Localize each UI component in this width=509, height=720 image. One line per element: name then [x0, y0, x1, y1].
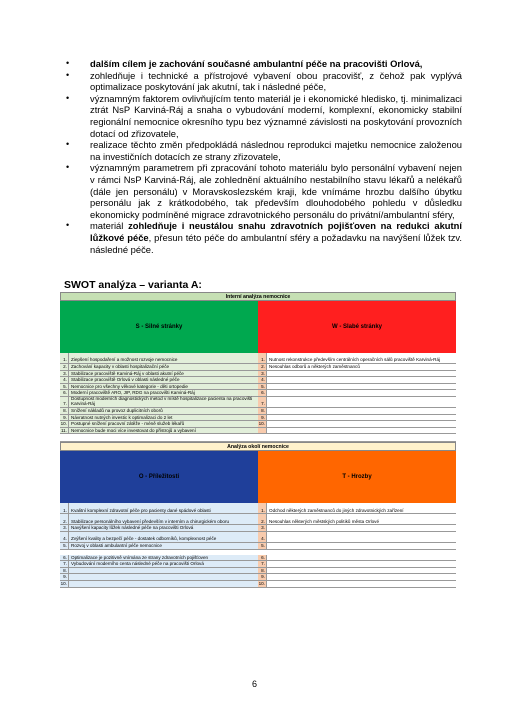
table-row — [60, 364, 456, 371]
table-cell — [258, 543, 456, 550]
row-number: 4. — [60, 377, 68, 383]
row-text: Odchod některých zaměstnanců do jiných zdravotnických zařízení — [266, 503, 456, 513]
row-text: Dostupnost moderních diagnostických metod v místě hospitalizace pacienta na pracovišti Karviná-Ráj — [68, 397, 258, 407]
table-cell — [258, 384, 456, 391]
internal-rows — [60, 353, 456, 434]
row-text — [266, 421, 456, 427]
table-cell — [258, 503, 456, 514]
page-number: 6 — [251, 679, 257, 689]
row-text: Rozvoj v oblasti ambulantní péče nemocnice — [68, 543, 258, 549]
table-cell — [60, 514, 258, 525]
row-number: 5. — [258, 543, 266, 549]
table-cell — [60, 384, 258, 391]
row-number: 1. — [60, 353, 68, 363]
row-text — [266, 568, 456, 574]
table-cell — [258, 353, 456, 364]
row-number: 2. — [60, 364, 68, 370]
row-number: 5. — [60, 543, 68, 549]
table-row — [60, 371, 456, 378]
bullet-text: významným parametrem při zpracování tohoto materiálu bylo personální vybavení nejen v rámci NsP Karviná-Ráj, ale zohlednění aktuálního nestabilního stavu lékařů a nelékařů (dále jen personálu) v Moravskoslezském kraji, kde vnímáme hrozbu dalšího úbytku personálu jak z krátkodobého, tak především dlouhodobého pohledu v důsledku ekonomicky podmíněné migrace zdravotnického personálu do privátní/ambulantní sféry, — [90, 162, 462, 220]
table-cell — [60, 581, 258, 588]
internal-analysis-header: Interní analýza nemocnice — [60, 292, 456, 301]
table-cell — [258, 397, 456, 408]
table-cell — [60, 397, 258, 408]
row-number: 5. — [60, 384, 68, 390]
table-row — [60, 555, 456, 562]
row-text — [266, 415, 456, 421]
row-number: 7. — [258, 561, 266, 567]
table-cell — [258, 568, 456, 575]
bullet-item — [66, 93, 462, 139]
external-header-row — [60, 451, 456, 503]
bullet-dot-icon: • — [66, 162, 70, 173]
row-text — [266, 428, 456, 434]
bullet-text: zohledňuje i technické a přístrojové vybavení obou pracovišť, z čehož pak vyplývá optimalizace poskytování jak akutní, tak i následné péče, — [90, 69, 462, 93]
row-text: Stabilizace pracoviště Karviná-Ráj v oblasti akutní péče — [68, 371, 258, 377]
strengths-header: S - Silné stránky — [60, 301, 258, 353]
bullet-list — [66, 58, 462, 255]
table-cell — [258, 561, 456, 568]
row-number: 10. — [60, 421, 67, 427]
row-number: 7. — [258, 397, 266, 407]
bullet-text: materiál — [90, 220, 129, 232]
table-cell — [258, 415, 456, 422]
table-cell — [60, 543, 258, 550]
table-cell — [60, 408, 258, 415]
table-row — [60, 532, 456, 543]
row-text: Stabilizace personálního vybavení především v interním a chirurgickém oboru — [68, 514, 258, 524]
row-number: 7. — [60, 561, 68, 567]
table-cell — [258, 390, 456, 397]
table-cell — [258, 581, 456, 588]
row-text — [68, 568, 258, 574]
row-text — [266, 543, 456, 549]
row-number: 10. — [60, 580, 67, 586]
row-text: Vybudování moderního centa následné péče na pracovišti Orlová — [68, 561, 258, 567]
table-cell — [60, 574, 258, 581]
table-row — [60, 568, 456, 575]
table-row — [60, 503, 456, 514]
row-text: Zachování kapacity v oblasti hospitalizační péče — [68, 364, 258, 370]
table-row — [60, 384, 456, 391]
table-cell — [258, 364, 456, 371]
bullet-dot-icon: • — [66, 139, 70, 150]
bullet-item — [66, 220, 462, 255]
table-cell — [60, 555, 258, 562]
row-number: 9. — [60, 574, 68, 580]
bullet-text: významným faktorem ovlivňujícím tento materiál je i ekonomické hledisko, tj. minimalizaci ztrát NsP Karviná-Ráj a snaha o vybudování moderní, komplexní, ekonomicky stabilní regionální nemocnice okresního typu bez významné závislosti na poskytování provozních dotací od zřizovatele, — [90, 92, 462, 139]
row-number: 8. — [60, 408, 68, 414]
row-number: 1. — [258, 503, 266, 513]
row-text — [266, 390, 456, 396]
row-number: 8. — [60, 568, 68, 574]
row-number: 1. — [258, 353, 266, 363]
table-cell — [258, 408, 456, 415]
table-row — [60, 581, 456, 588]
table-row — [60, 543, 456, 550]
bullet-text: zohledňuje i neustálou snahu zdravotních pojišťoven na redukci akutní lůžkové péče — [90, 220, 462, 243]
bullet-item — [66, 139, 462, 162]
row-text: Moderní pracoviště ARO, JIP, RDG na pracovišti Karviná-Ráj — [68, 390, 258, 396]
table-row — [60, 421, 456, 428]
row-text: Stabilizace pracoviště Orlová v oblasti následné péče — [68, 377, 258, 383]
row-number: 8. — [258, 408, 266, 414]
bullet-text: dalším cílem je zachování současné ambulantní péče na pracovišti Orlová, — [90, 58, 423, 69]
external-analysis-header: Analýza okolí nemocnice — [60, 442, 456, 451]
table-cell — [60, 364, 258, 371]
row-number: 4. — [258, 532, 266, 542]
row-number: 8. — [258, 568, 266, 574]
table-row — [60, 408, 456, 415]
row-text — [68, 574, 258, 580]
row-number: 11. — [60, 427, 67, 433]
swot-title: SWOT analýza – varianta A: — [64, 279, 202, 291]
table-cell — [60, 525, 258, 532]
bullet-text: realizace těchto změn předpokládá následnou reprodukci majetku nemocnice založenou na investičních dotacích ze strany zřizovatele, — [90, 139, 462, 162]
row-number: 3. — [258, 525, 266, 531]
table-row — [60, 514, 456, 525]
table-row — [60, 525, 456, 532]
row-number: 3. — [60, 371, 68, 377]
row-text: Kvalitní komplexní zdravotní péče pro pacienty dané spádové oblasti — [68, 503, 258, 513]
table-cell — [60, 421, 258, 428]
row-number: 3. — [60, 525, 68, 531]
row-text — [68, 581, 258, 587]
row-text — [266, 581, 456, 587]
row-text: Navýšení kapacity lůžek následné péče na pracovišti Orlová — [68, 525, 258, 531]
table-cell — [258, 514, 456, 525]
row-text — [266, 371, 456, 377]
table-cell — [258, 371, 456, 378]
table-cell — [258, 421, 456, 428]
row-text: Nesouhlas některých městských politiků města Orlové — [266, 514, 456, 524]
table-cell — [60, 568, 258, 575]
table-cell — [60, 503, 258, 514]
table-row — [60, 574, 456, 581]
bullet-dot-icon: • — [66, 69, 70, 80]
opportunities-header: O - Příležitosti — [60, 451, 258, 503]
row-text: Nemocnice pro všechny věkové kategorie - děti ortopedie — [68, 384, 258, 390]
row-number: 7. — [60, 397, 68, 407]
row-number: 4. — [60, 532, 68, 542]
table-cell — [60, 377, 258, 384]
row-number: 1. — [60, 503, 68, 513]
table-cell — [258, 525, 456, 532]
row-text — [266, 397, 456, 407]
row-text — [266, 408, 456, 414]
row-text: Nesouhlas odborů a některých zaměstnanců — [266, 364, 456, 370]
row-text: Návratnost nutných investic k optimalizaci do 2 let — [68, 415, 258, 421]
row-number — [258, 428, 266, 434]
row-number: 2. — [60, 514, 68, 524]
row-text — [266, 574, 456, 580]
threats-header: T - Hrozby — [258, 451, 456, 503]
bullet-dot-icon: • — [66, 92, 70, 103]
swot-table — [60, 292, 456, 588]
row-number: 4. — [258, 377, 266, 383]
table-cell — [258, 377, 456, 384]
row-text — [266, 384, 456, 390]
row-number: 2. — [258, 514, 266, 524]
row-text — [266, 532, 456, 542]
bullet-dot-icon: • — [66, 58, 70, 68]
row-number: 9. — [60, 415, 68, 421]
row-number: 6. — [258, 555, 266, 561]
bullet-item — [66, 70, 462, 93]
row-text: Nemocnice bude moci více investovat do přístrojů a vybavení — [68, 428, 258, 434]
table-row — [60, 428, 456, 435]
table-cell — [60, 353, 258, 364]
table-row — [60, 353, 456, 364]
table-cell — [60, 371, 258, 378]
table-cell — [258, 574, 456, 581]
row-text: Ziepšení hospodaření a možnost rozvoje nemocnice — [68, 353, 258, 363]
row-number: 10. — [258, 580, 265, 586]
row-number: 9. — [258, 574, 266, 580]
row-text — [266, 555, 456, 561]
table-cell — [258, 428, 456, 435]
table-row — [60, 377, 456, 384]
table-cell — [258, 555, 456, 562]
row-number: 3. — [258, 371, 266, 377]
table-cell — [60, 561, 258, 568]
row-text — [266, 525, 456, 531]
table-row — [60, 397, 456, 408]
row-text: Optimalizace je pozitivně vnímána ze strany zdravotních pojišťoven — [68, 555, 258, 561]
row-number: 6. — [60, 390, 68, 396]
weaknesses-header: W - Slabé stránky — [258, 301, 456, 353]
row-number: 9. — [258, 415, 266, 421]
external-rows — [60, 503, 456, 587]
row-number: 2. — [258, 364, 266, 370]
row-number: 5. — [258, 384, 266, 390]
row-text: Postupné snížení pracovní zátěže - méně služeb lékařů — [68, 421, 258, 427]
table-cell — [258, 532, 456, 543]
bullet-dot-icon: • — [66, 220, 70, 231]
row-text: Snížení nákladů na provoz duplicitních oborů — [68, 408, 258, 414]
row-text: Nutnost rekonstrukce především centrálních operačních sálů pracoviště Karviná-Ráj — [266, 353, 456, 363]
spacer-row — [60, 434, 456, 442]
row-text — [266, 561, 456, 567]
row-text: Zvýšení kvality a bezpečí péče - dostatek odborníků, komplexnost péče — [68, 532, 258, 542]
row-number: 6. — [60, 555, 68, 561]
bullet-item — [66, 58, 462, 70]
row-number: 10. — [258, 421, 265, 427]
row-number: 6. — [258, 390, 266, 396]
table-row — [60, 561, 456, 568]
table-cell — [60, 532, 258, 543]
bullet-item — [66, 162, 462, 220]
row-text — [266, 377, 456, 383]
internal-header-row — [60, 301, 456, 353]
table-cell — [60, 428, 258, 435]
bullet-text: , přesun této péče do ambulantní sféry a požadavku na navýšení lůžek tzv. následné péče. — [90, 231, 462, 255]
